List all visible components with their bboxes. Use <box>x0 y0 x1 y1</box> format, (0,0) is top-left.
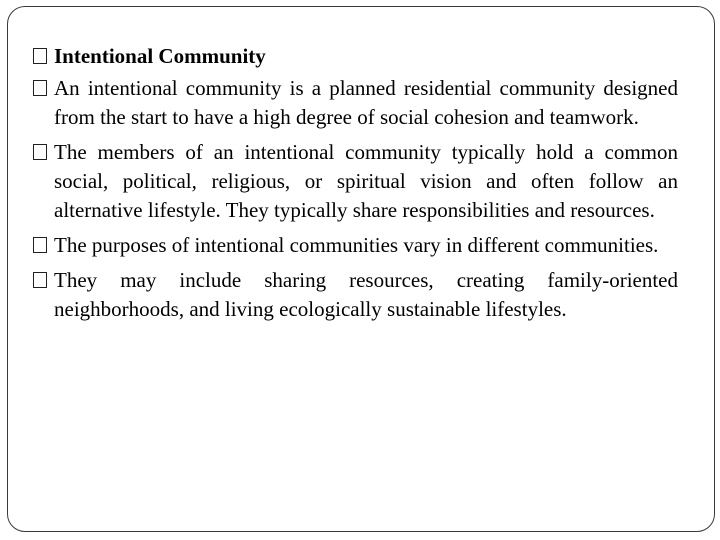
bullet-box-icon <box>33 80 47 96</box>
bullet-box-icon <box>33 237 47 253</box>
bullet-box-icon <box>33 144 47 160</box>
bullet-item <box>32 138 678 225</box>
bullet-text: The members of an intentional community typically hold a common social, political, religious, or spiritual vision and often follow an alternative lifestyle. They typically share responsibilities and resources. <box>54 140 678 222</box>
bullet-item <box>32 74 678 132</box>
bullet-box-icon <box>33 272 47 288</box>
slide-title <box>32 42 678 71</box>
slide-content <box>32 42 678 324</box>
slide-title-text: Intentional Community <box>54 44 266 68</box>
bullet-item <box>32 231 678 260</box>
bullet-text: They may include sharing resources, creating family-oriented neighborhoods, and living ecologically sustainable lifestyles. <box>54 268 678 321</box>
bullet-item <box>32 266 678 324</box>
bullet-box-icon <box>33 48 47 64</box>
bullet-text: An intentional community is a planned residential community designed from the start to have a high degree of social cohesion and teamwork. <box>54 76 678 129</box>
bullet-text: The purposes of intentional communities vary in different communities. <box>54 233 659 257</box>
